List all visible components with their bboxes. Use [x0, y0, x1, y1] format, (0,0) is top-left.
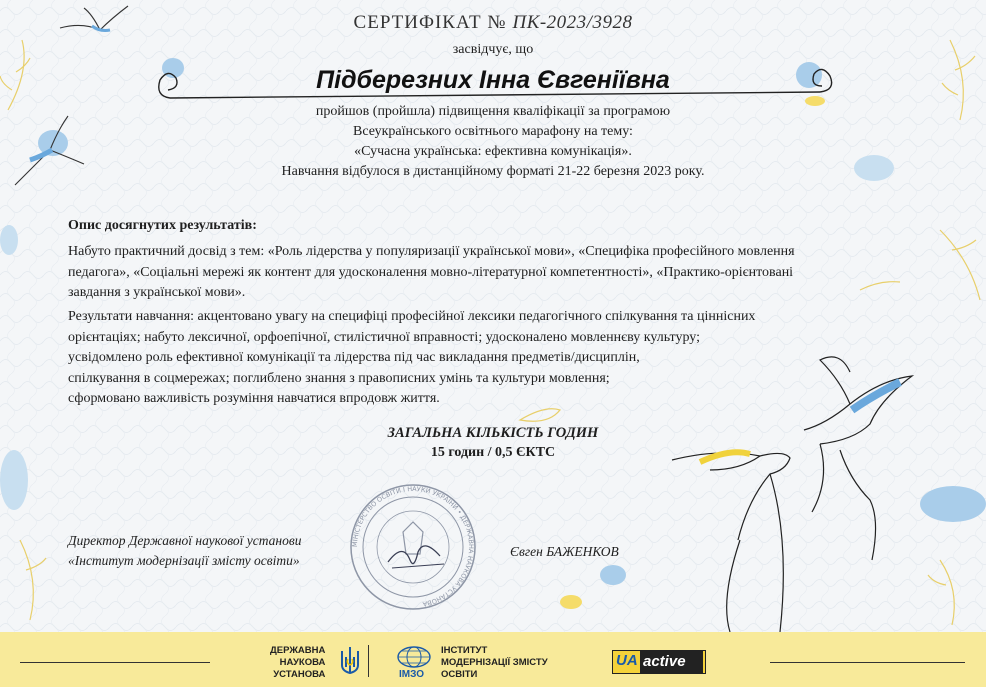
- director-line: Директор Державної наукової установи: [68, 533, 302, 548]
- intro-line: Всеукраїнського освітнього марафону на тему:: [353, 124, 633, 139]
- director-title: [68, 531, 301, 571]
- certificate-title-label: СЕРТИФІКАТ №: [353, 12, 507, 33]
- footer-divider: [20, 662, 210, 663]
- imzo-globe-icon: [396, 645, 432, 669]
- paragraph-line: завдання з української мови».: [68, 285, 246, 300]
- footer-logo-line: ОСВІТИ: [441, 669, 478, 680]
- paragraph-line: усвідомлено роль ефективної комунікації та лідерства під час викладання предметів/дисциплін,: [68, 350, 640, 365]
- uaactive-logo-ua: UA: [616, 652, 638, 669]
- footer-logo-separator: [368, 645, 369, 677]
- footer-logo-institute: [441, 645, 548, 681]
- paragraph-line: спілкування в соцмережах; поглиблено знання з правописних умінь та культури мовлення;: [68, 370, 610, 386]
- paragraph-line: Набуто практичний досвід з тем: «Роль лідерства у популяризації української мови», «Специфіка професійного мовлення: [68, 244, 795, 259]
- paragraph-line: Результати навчання: акцентовано увагу на специфіці професійної лексики педагогічного спілкування та ціннісних: [68, 309, 756, 324]
- intro-line: Навчання відбулося в дистанційному форматі 21-22 березня 2023 року.: [281, 164, 705, 179]
- seal-ring-text: МІНІСТЕРСТВО ОСВІТИ І НАУКИ УКРАЇНИ • ДЕРЖАВНА НАУКОВА УСТАНОВА: [350, 484, 476, 609]
- paragraph-line: сформовано важливість розуміння навчатися впродовж життя.: [68, 391, 440, 406]
- certifies-text: засвідчує, що: [452, 42, 534, 57]
- results-paragraph-2: [68, 307, 755, 410]
- hours-value: 15 годин / 0,5 ЄКТС: [430, 445, 556, 460]
- director-line: «Інститут модернізації змісту освіти»: [68, 553, 300, 568]
- intro-line: «Сучасна українська: ефективна комунікація».: [354, 144, 632, 159]
- paragraph-line: педагога», «Соціальні мережі як контент для удосконалення мовно-літературної компетентності», «Практико-орієнтовані: [68, 264, 794, 280]
- signature-scribble: [388, 546, 440, 564]
- footer-logo-state-institution: [270, 645, 325, 681]
- imzo-abbr: ІМЗО: [399, 669, 425, 680]
- footer-logo-line: МОДЕРНІЗАЦІЇ ЗМІСТУ: [441, 657, 548, 668]
- recipient-name: Підберезних Інна Євгеніївна: [316, 66, 670, 94]
- uaactive-logo-active: active: [640, 651, 703, 673]
- footer-logo-line: УСТАНОВА: [273, 669, 326, 680]
- signer-name: Євген БАЖЕНКОВ: [510, 544, 619, 559]
- uaactive-logo: [612, 650, 706, 674]
- footer-logo-line: ДЕРЖАВНА: [270, 645, 326, 656]
- hours-title: ЗАГАЛЬНА КІЛЬКІСТЬ ГОДИН: [387, 425, 599, 441]
- footer-logo-line: ІНСТИТУТ: [441, 645, 488, 656]
- official-seal: [348, 482, 478, 612]
- footer-divider: [770, 662, 965, 663]
- results-paragraph-1: [68, 242, 795, 304]
- intro-line: пройшов (пройшла) підвищення кваліфікації за програмою: [315, 104, 671, 119]
- certificate-title: [0, 12, 986, 34]
- certificate-number: ПК-2023/3928: [512, 12, 633, 33]
- results-heading: Опис досягнутих результатів:: [68, 218, 257, 233]
- trident-icon: [338, 645, 362, 677]
- footer-logo-line: НАУКОВА: [279, 657, 326, 668]
- paragraph-line: орієнтаціях; набуто лексичної, орфоепічної, стилістичної вправності; удосконалено мовленнєву культуру;: [68, 329, 701, 345]
